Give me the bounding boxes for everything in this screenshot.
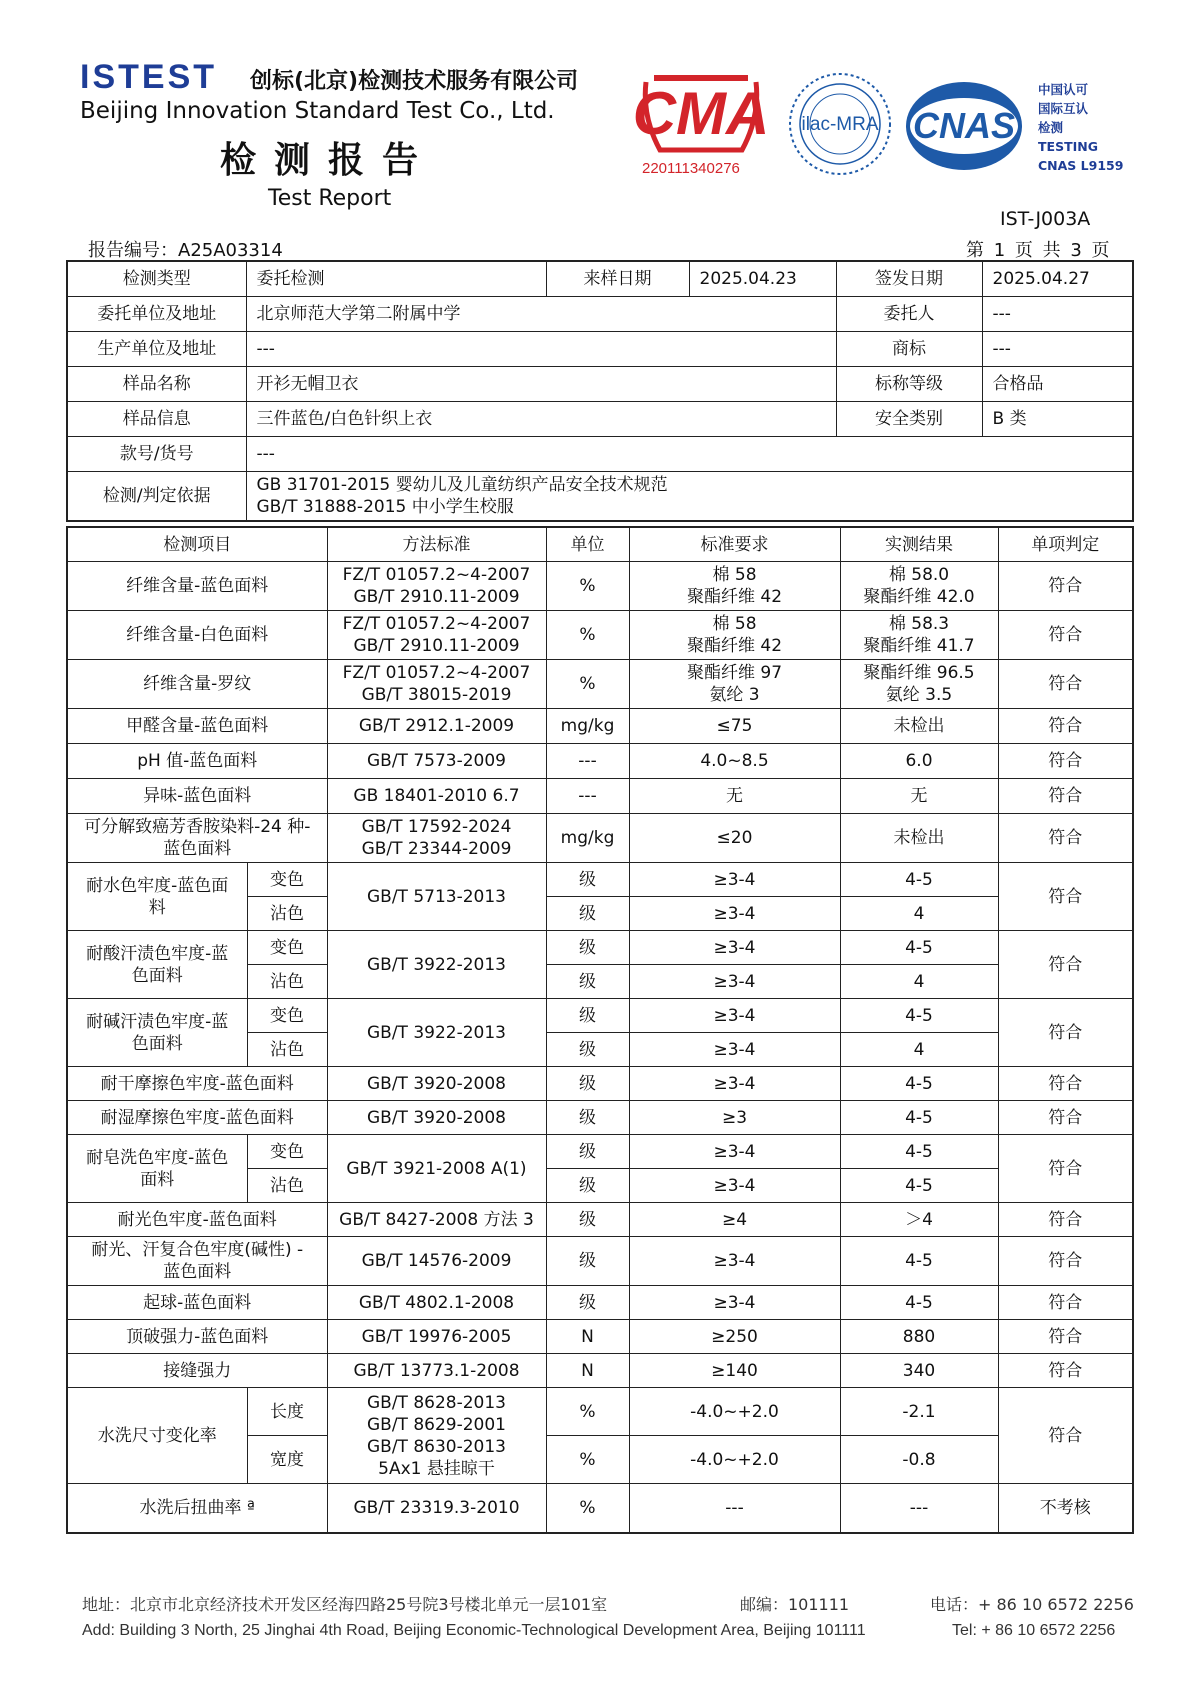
footer-phone-en: Tel: + 86 10 6572 2256: [952, 1622, 1116, 1639]
item-name: 耐皂洗色牢度-蓝色 面料: [67, 1135, 247, 1203]
judgement: 符合: [998, 779, 1133, 814]
unit: N: [546, 1354, 629, 1388]
basis-line: GB 31701-2015 婴幼儿及儿童纺织产品安全技术规范: [256, 475, 668, 495]
unit: ---: [546, 779, 629, 814]
ilac-mra-logo: [786, 70, 894, 178]
form-code: IST-J003A: [1000, 208, 1091, 230]
svg-text:CNAS: CNAS: [912, 105, 1016, 146]
result: 棉 58.0 聚酯纤维 42.0: [840, 562, 998, 611]
judgement: 符合: [998, 931, 1133, 999]
table-row: [67, 1388, 1133, 1436]
method: FZ/T 01057.2~4-2007 GB/T 2910.11-2009: [327, 611, 546, 660]
requirement: ≥3: [629, 1101, 840, 1135]
method: GB/T 7573-2009: [327, 744, 546, 779]
requirement: ≥3-4: [629, 863, 840, 897]
safety-value: B 类: [982, 402, 1133, 437]
unit: 级: [546, 1169, 629, 1203]
judgement: 符合: [998, 562, 1133, 611]
requirement: ≥3-4: [629, 999, 840, 1033]
method: GB/T 3922-2013: [327, 931, 546, 999]
footer-address-cn: 地址：北京市北京经济技术开发区经海四路25号院3号楼北单元一层101室: [82, 1595, 608, 1614]
unit: 级: [546, 863, 629, 897]
method: GB/T 3920-2008: [327, 1067, 546, 1101]
unit: 级: [546, 1286, 629, 1320]
unit: %: [546, 1484, 629, 1534]
table-row: [67, 1135, 1133, 1169]
report-number: 报告编号：A25A03314: [88, 240, 283, 261]
principal-label: 委托人: [836, 297, 982, 332]
basis-label: 检测/判定依据: [67, 472, 246, 522]
method: GB/T 8427-2008 方法 3: [327, 1203, 546, 1237]
requirement: ≥3-4: [629, 1067, 840, 1101]
judgement: 符合: [998, 1067, 1133, 1101]
requirement: ≥250: [629, 1320, 840, 1354]
svg-text:CMA: CMA: [632, 80, 770, 147]
result: 4: [840, 965, 998, 999]
result: 未检出: [840, 814, 998, 863]
brand-label: 商标: [836, 332, 982, 367]
unit: %: [546, 562, 629, 611]
item-name: 纤维含量-白色面料: [67, 611, 327, 660]
item-name: 耐碱汗渍色牢度-蓝 色面料: [67, 999, 247, 1067]
requirement: ≥3-4: [629, 1169, 840, 1203]
results-table: [66, 526, 1134, 1534]
result: -0.8: [840, 1436, 998, 1484]
result: 4-5: [840, 1237, 998, 1286]
info-row: [67, 437, 1133, 472]
table-row: [67, 562, 1133, 611]
result: 4-5: [840, 1067, 998, 1101]
unit: N: [546, 1320, 629, 1354]
info-row: [67, 297, 1133, 332]
judgement: 符合: [998, 1135, 1133, 1203]
result: 4-5: [840, 1286, 998, 1320]
method: GB 18401-2010 6.7: [327, 779, 546, 814]
unit: mg/kg: [546, 709, 629, 744]
requirement: ≤20: [629, 814, 840, 863]
table-row: [67, 1101, 1133, 1135]
unit: ---: [546, 744, 629, 779]
result: 未检出: [840, 709, 998, 744]
unit: %: [546, 1436, 629, 1484]
table-row: [67, 660, 1133, 709]
judgement: 不考核: [998, 1484, 1133, 1534]
info-table: [66, 260, 1134, 522]
svg-text:ilac-MRA: ilac-MRA: [801, 114, 879, 135]
method: GB/T 4802.1-2008: [327, 1286, 546, 1320]
item-name: 可分解致癌芳香胺染料-24 种- 蓝色面料: [67, 814, 327, 863]
received-value: 2025.04.23: [689, 261, 836, 297]
table-row: [67, 1354, 1133, 1388]
judgement: 符合: [998, 1354, 1133, 1388]
item-name: 纤维含量-蓝色面料: [67, 562, 327, 611]
item-name: 异味-蓝色面料: [67, 779, 327, 814]
footer-address-en: Add: Building 3 North, 25 Jinghai 4th Road, Beijing Economic-Technological Development Area, Beijing 101111: [82, 1622, 866, 1639]
unit: 级: [546, 965, 629, 999]
sub-item: 变色: [247, 999, 327, 1033]
requirement: ≥3-4: [629, 931, 840, 965]
header-method: 方法标准: [327, 527, 546, 562]
requirement: ≤75: [629, 709, 840, 744]
table-row: [67, 1484, 1133, 1534]
requirement: 棉 58 聚酯纤维 42: [629, 611, 840, 660]
sub-item: 沾色: [247, 1033, 327, 1067]
item-name: 水洗尺寸变化率: [67, 1388, 247, 1484]
requirement: ≥3-4: [629, 1286, 840, 1320]
sub-item: 沾色: [247, 897, 327, 931]
judgement: 符合: [998, 709, 1133, 744]
requirement: 无: [629, 779, 840, 814]
header-result: 实测结果: [840, 527, 998, 562]
info-row: [67, 261, 1133, 297]
table-row: [67, 863, 1133, 897]
sampleinfo-value: 三件蓝色/白色针织上衣: [246, 402, 836, 437]
judgement: 符合: [998, 814, 1133, 863]
item-name: 耐湿摩擦色牢度-蓝色面料: [67, 1101, 327, 1135]
cma-logo: [632, 72, 770, 158]
header-item: 检测项目: [67, 527, 327, 562]
style-value: ---: [246, 437, 1133, 472]
method: GB/T 17592-2024 GB/T 23344-2009: [327, 814, 546, 863]
unit: 级: [546, 1101, 629, 1135]
sub-item: 宽度: [247, 1436, 327, 1484]
item-name: 水洗后扭曲率 ª: [67, 1484, 327, 1534]
method: FZ/T 01057.2~4-2007 GB/T 38015-2019: [327, 660, 546, 709]
sub-item: 长度: [247, 1388, 327, 1436]
table-row: [67, 814, 1133, 863]
requirement: ≥3-4: [629, 1033, 840, 1067]
footer-phone-cn: 电话：+ 86 10 6572 2256: [930, 1595, 1134, 1614]
producer-label: 生产单位及地址: [67, 332, 246, 367]
requirement: ≥3-4: [629, 1237, 840, 1286]
method: GB/T 3922-2013: [327, 999, 546, 1067]
issued-value: 2025.04.27: [982, 261, 1133, 297]
method: GB/T 5713-2013: [327, 863, 546, 931]
sub-item: 变色: [247, 863, 327, 897]
info-row: [67, 472, 1133, 522]
unit: %: [546, 611, 629, 660]
result: 4-5: [840, 1101, 998, 1135]
sub-item: 变色: [247, 931, 327, 965]
item-name: 起球-蓝色面料: [67, 1286, 327, 1320]
unit: 级: [546, 1203, 629, 1237]
footer-postcode: 邮编：101111: [740, 1595, 850, 1614]
method: GB/T 3921-2008 A(1): [327, 1135, 546, 1203]
item-name: 接缝强力: [67, 1354, 327, 1388]
page-info: 第 1 页 共 3 页: [966, 240, 1110, 261]
grade-label: 标称等级: [836, 367, 982, 402]
info-row: [67, 332, 1133, 367]
item-name: 甲醛含量-蓝色面料: [67, 709, 327, 744]
cnas-logo: [900, 78, 1028, 174]
judgement: 符合: [998, 1237, 1133, 1286]
table-row: [67, 1320, 1133, 1354]
sample-label: 样品名称: [67, 367, 246, 402]
item-name: 耐水色牢度-蓝色面 料: [67, 863, 247, 931]
cnas-accreditation-text: 中国认可 国际互认 检测 TESTING CNAS L9159: [1038, 82, 1124, 173]
requirement: 聚酯纤维 97 氨纶 3: [629, 660, 840, 709]
table-row: [67, 1067, 1133, 1101]
item-name: 耐光、汗复合色牢度(碱性) - 蓝色面料: [67, 1237, 327, 1286]
header-judge: 单项判定: [998, 527, 1133, 562]
judgement: 符合: [998, 1286, 1133, 1320]
judgement: 符合: [998, 999, 1133, 1067]
issued-label: 签发日期: [836, 261, 982, 297]
method: GB/T 13773.1-2008: [327, 1354, 546, 1388]
unit: mg/kg: [546, 814, 629, 863]
judgement: 符合: [998, 744, 1133, 779]
principal-value: ---: [982, 297, 1133, 332]
method: GB/T 23319.3-2010: [327, 1484, 546, 1534]
istest-logo: ISTEST: [80, 58, 218, 96]
unit: 级: [546, 897, 629, 931]
company-name-cn: 创标(北京)检测技术服务有限公司: [250, 69, 579, 94]
judgement: 符合: [998, 611, 1133, 660]
requirement: 4.0~8.5: [629, 744, 840, 779]
result: 880: [840, 1320, 998, 1354]
table-row: [67, 999, 1133, 1033]
info-row: [67, 402, 1133, 437]
method: GB/T 3920-2008: [327, 1101, 546, 1135]
result: 4: [840, 1033, 998, 1067]
grade-value: 合格品: [982, 367, 1133, 402]
result: 无: [840, 779, 998, 814]
type-value: 委托检测: [246, 261, 546, 297]
brand-value: ---: [982, 332, 1133, 367]
result: ---: [840, 1484, 998, 1534]
requirement: -4.0~+2.0: [629, 1388, 840, 1436]
table-row: [67, 1203, 1133, 1237]
sample-value: 开衫无帽卫衣: [246, 367, 836, 402]
type-label: 检测类型: [67, 261, 246, 297]
unit: 级: [546, 1237, 629, 1286]
table-row: [67, 931, 1133, 965]
requirement: 棉 58 聚酯纤维 42: [629, 562, 840, 611]
unit: 级: [546, 999, 629, 1033]
requirement: -4.0~+2.0: [629, 1436, 840, 1484]
result: 棉 58.3 聚酯纤维 41.7: [840, 611, 998, 660]
item-name: 耐酸汗渍色牢度-蓝 色面料: [67, 931, 247, 999]
sub-item: 沾色: [247, 1169, 327, 1203]
judgement: 符合: [998, 863, 1133, 931]
table-row: [67, 1237, 1133, 1286]
method: GB/T 19976-2005: [327, 1320, 546, 1354]
method: GB/T 2912.1-2009: [327, 709, 546, 744]
result: 4: [840, 897, 998, 931]
item-name: 耐光色牢度-蓝色面料: [67, 1203, 327, 1237]
style-label: 款号/货号: [67, 437, 246, 472]
unit: 级: [546, 1067, 629, 1101]
result: 4-5: [840, 1169, 998, 1203]
result: 4-5: [840, 999, 998, 1033]
unit: %: [546, 1388, 629, 1436]
result: 4-5: [840, 1135, 998, 1169]
producer-value: ---: [246, 332, 836, 367]
unit: %: [546, 660, 629, 709]
table-row: [67, 709, 1133, 744]
result: -2.1: [840, 1388, 998, 1436]
judgement: 符合: [998, 1320, 1133, 1354]
cma-number: 220111340276: [642, 160, 740, 177]
company-name-en: Beijing Innovation Standard Test Co., Ltd.: [80, 98, 555, 124]
item-name: 顶破强力-蓝色面料: [67, 1320, 327, 1354]
item-name: pH 值-蓝色面料: [67, 744, 327, 779]
judgement: 符合: [998, 1203, 1133, 1237]
requirement: ---: [629, 1484, 840, 1534]
result: 340: [840, 1354, 998, 1388]
table-header: [67, 527, 1133, 562]
requirement: ≥3-4: [629, 897, 840, 931]
table-row: [67, 744, 1133, 779]
requirement: ≥3-4: [629, 965, 840, 999]
header-req: 标准要求: [629, 527, 840, 562]
requirement: ≥140: [629, 1354, 840, 1388]
unit: 级: [546, 931, 629, 965]
table-row: [67, 779, 1133, 814]
sub-item: 沾色: [247, 965, 327, 999]
received-label: 来样日期: [546, 261, 689, 297]
result: 4-5: [840, 931, 998, 965]
method: FZ/T 01057.2~4-2007 GB/T 2910.11-2009: [327, 562, 546, 611]
item-name: 耐干摩擦色牢度-蓝色面料: [67, 1067, 327, 1101]
method: GB/T 14576-2009: [327, 1237, 546, 1286]
report-title-en: Test Report: [268, 186, 392, 211]
sampleinfo-label: 样品信息: [67, 402, 246, 437]
result: 4-5: [840, 863, 998, 897]
unit: 级: [546, 1135, 629, 1169]
unit: 级: [546, 1033, 629, 1067]
judgement: 符合: [998, 660, 1133, 709]
basis-value: [246, 472, 1133, 522]
info-row: [67, 367, 1133, 402]
table-row: [67, 611, 1133, 660]
judgement: 符合: [998, 1101, 1133, 1135]
safety-label: 安全类别: [836, 402, 982, 437]
client-label: 委托单位及地址: [67, 297, 246, 332]
report-title-cn: 检测报告: [220, 139, 437, 181]
header-unit: 单位: [546, 527, 629, 562]
client-value: 北京师范大学第二附属中学: [246, 297, 836, 332]
requirement: ≥4: [629, 1203, 840, 1237]
requirement: ≥3-4: [629, 1135, 840, 1169]
result: 6.0: [840, 744, 998, 779]
basis-line: GB/T 31888-2015 中小学生校服: [256, 497, 514, 517]
sub-item: 变色: [247, 1135, 327, 1169]
table-row: [67, 1286, 1133, 1320]
method: GB/T 8628-2013 GB/T 8629-2001 GB/T 8630-2013 5Ax1 悬挂晾干: [327, 1388, 546, 1484]
result: ＞4: [840, 1203, 998, 1237]
result: 聚酯纤维 96.5 氨纶 3.5: [840, 660, 998, 709]
item-name: 纤维含量-罗纹: [67, 660, 327, 709]
judgement: 符合: [998, 1388, 1133, 1484]
